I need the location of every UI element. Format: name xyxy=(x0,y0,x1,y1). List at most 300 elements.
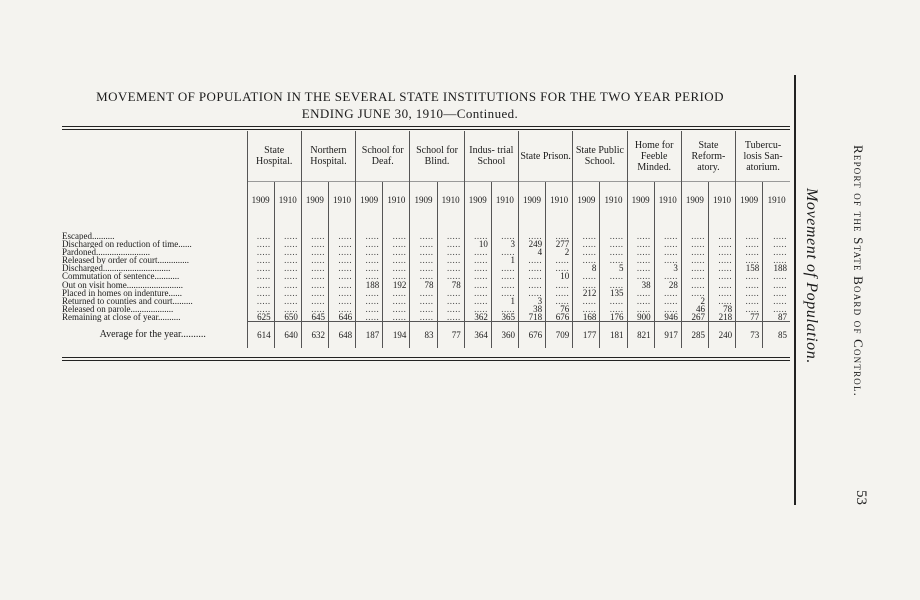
table-cell xyxy=(464,264,491,272)
table-cell: 365 xyxy=(491,313,518,322)
margin-rule xyxy=(794,75,796,505)
table-cell xyxy=(274,297,301,305)
year-header: 1909 xyxy=(573,182,600,219)
table-cell xyxy=(654,289,681,297)
table-cell xyxy=(328,272,355,280)
table-cell xyxy=(491,305,518,313)
table-cell xyxy=(546,297,573,305)
table-cell xyxy=(518,264,545,272)
table-cell xyxy=(356,297,383,305)
table-cell xyxy=(708,272,735,280)
table-cell xyxy=(328,289,355,297)
table-cell xyxy=(573,240,600,248)
year-header: 1909 xyxy=(301,182,328,219)
table-cell xyxy=(708,281,735,289)
table-cell xyxy=(654,248,681,256)
year-header: 1909 xyxy=(681,182,708,219)
table-cell xyxy=(247,281,274,289)
table-cell xyxy=(247,305,274,313)
year-header-row xyxy=(62,182,790,219)
table-cell xyxy=(518,289,545,297)
title-line-1: MOVEMENT OF POPULATION IN THE SEVERAL STATE INSTITUTIONS FOR THE TWO YEAR PERIOD xyxy=(96,89,724,104)
table-cell xyxy=(708,248,735,256)
table-cell xyxy=(383,289,410,297)
table-cell xyxy=(763,272,790,280)
table-row xyxy=(62,248,790,256)
table-row xyxy=(62,256,790,264)
table-cell xyxy=(410,272,437,280)
table-cell xyxy=(763,240,790,248)
institution-header: Tubercu- losis San- atorium. xyxy=(736,131,790,182)
year-header: 1910 xyxy=(654,182,681,219)
table-cell xyxy=(328,232,355,240)
table-cell xyxy=(301,281,328,289)
table-cell xyxy=(301,272,328,280)
row-label: Discharged.............................. xyxy=(62,264,171,273)
table-cell: 645 xyxy=(301,313,328,322)
institution-header: State Public School. xyxy=(573,131,627,182)
table-cell xyxy=(736,272,763,280)
table-cell xyxy=(600,256,627,264)
average-cell: 77 xyxy=(437,322,464,349)
table-cell xyxy=(301,297,328,305)
average-cell: 85 xyxy=(763,322,790,349)
table-cell xyxy=(518,281,545,289)
table-cell: 46 xyxy=(681,305,708,313)
row-label: Commutation of sentence........... xyxy=(62,272,180,281)
row-label: Escaped.......... xyxy=(62,232,115,241)
table-cell: 78 xyxy=(437,281,464,289)
table-cell: 2 xyxy=(546,248,573,256)
table-row xyxy=(62,264,790,272)
table-row xyxy=(62,281,790,289)
population-table-wrap xyxy=(62,131,790,348)
table-cell xyxy=(681,240,708,248)
table-cell xyxy=(356,256,383,264)
average-cell: 194 xyxy=(383,322,410,349)
table-cell xyxy=(301,248,328,256)
row-label: Remaining at close of year.......... xyxy=(62,312,181,322)
table-cell xyxy=(328,305,355,313)
table-cell xyxy=(437,272,464,280)
table-row xyxy=(62,240,790,248)
table-cell xyxy=(573,232,600,240)
page-number: 53 xyxy=(853,490,869,505)
table-cell: 646 xyxy=(328,313,355,322)
table-cell xyxy=(356,305,383,313)
table-cell xyxy=(573,248,600,256)
table-row xyxy=(62,232,790,240)
year-header: 1910 xyxy=(708,182,735,219)
row-label: Pardoned........................ xyxy=(62,248,150,257)
table-cell xyxy=(437,240,464,248)
table-cell xyxy=(328,281,355,289)
table-cell xyxy=(654,272,681,280)
institution-header: State Prison. xyxy=(518,131,572,182)
table-cell xyxy=(383,313,410,322)
table-cell xyxy=(573,281,600,289)
average-cell: 83 xyxy=(410,322,437,349)
table-cell xyxy=(301,264,328,272)
table-cell xyxy=(356,240,383,248)
table-cell xyxy=(681,289,708,297)
table-cell xyxy=(464,232,491,240)
table-cell xyxy=(736,232,763,240)
table-cell: 277 xyxy=(546,240,573,248)
table-cell xyxy=(491,264,518,272)
table-cell xyxy=(627,305,654,313)
institution-header: Home for Feeble Minded. xyxy=(627,131,681,182)
table-cell: 249 xyxy=(518,240,545,248)
table-cell xyxy=(600,248,627,256)
average-cell: 240 xyxy=(708,322,735,349)
average-cell: 640 xyxy=(274,322,301,349)
spacer-row xyxy=(62,218,790,232)
table-cell xyxy=(600,297,627,305)
average-cell: 187 xyxy=(356,322,383,349)
table-cell xyxy=(247,240,274,248)
institution-header: State Reform- atory. xyxy=(681,131,735,182)
institution-header: School for Deaf. xyxy=(356,131,410,182)
table-cell xyxy=(464,281,491,289)
page-title xyxy=(30,88,790,122)
year-header: 1909 xyxy=(410,182,437,219)
year-header: 1910 xyxy=(328,182,355,219)
table-cell: 188 xyxy=(356,281,383,289)
table-cell xyxy=(763,248,790,256)
year-header-blank xyxy=(62,182,247,219)
table-cell: 718 xyxy=(518,313,545,322)
table-cell xyxy=(464,297,491,305)
table-cell xyxy=(301,289,328,297)
table-cell: 87 xyxy=(763,313,790,322)
table-cell: 362 xyxy=(464,313,491,322)
table-cell: 2 xyxy=(681,297,708,305)
table-cell xyxy=(410,264,437,272)
table-cell xyxy=(356,264,383,272)
row-label: Out on visit home......................... xyxy=(62,280,183,289)
running-head-report: Report of the State Board of Control. xyxy=(851,145,866,398)
table-cell xyxy=(736,289,763,297)
table-cell: 188 xyxy=(763,264,790,272)
table-cell xyxy=(328,264,355,272)
table-cell xyxy=(546,232,573,240)
average-cell: 181 xyxy=(600,322,627,349)
table-cell xyxy=(708,264,735,272)
table-cell: 168 xyxy=(573,313,600,322)
table-cell: 650 xyxy=(274,313,301,322)
table-cell xyxy=(356,248,383,256)
average-cell: 285 xyxy=(681,322,708,349)
table-cell xyxy=(627,297,654,305)
table-cell xyxy=(437,248,464,256)
table-cell xyxy=(383,248,410,256)
table-cell xyxy=(654,297,681,305)
table-cell xyxy=(437,305,464,313)
table-cell xyxy=(654,232,681,240)
average-label: Average for the year.......... xyxy=(99,329,206,341)
table-cell xyxy=(410,297,437,305)
table-cell xyxy=(546,256,573,264)
table-cell xyxy=(491,272,518,280)
table-cell: 10 xyxy=(546,272,573,280)
running-head-movement: Movement of Population. xyxy=(803,188,820,364)
table-cell xyxy=(600,281,627,289)
bottom-rule xyxy=(62,357,790,358)
table-cell: 267 xyxy=(681,313,708,322)
year-header: 1910 xyxy=(383,182,410,219)
table-cell: 78 xyxy=(410,281,437,289)
table-cell xyxy=(274,240,301,248)
table-cell xyxy=(410,289,437,297)
table-cell: 76 xyxy=(546,305,573,313)
table-cell xyxy=(383,272,410,280)
table-body xyxy=(62,218,790,348)
institution-header-row xyxy=(62,131,790,182)
table-cell xyxy=(410,232,437,240)
table-cell xyxy=(708,297,735,305)
table-cell xyxy=(627,272,654,280)
table-cell xyxy=(627,240,654,248)
table-cell xyxy=(573,272,600,280)
year-header: 1909 xyxy=(518,182,545,219)
table-cell: 900 xyxy=(627,313,654,322)
table-cell: 1 xyxy=(491,297,518,305)
average-cell: 73 xyxy=(736,322,763,349)
table-cell xyxy=(464,272,491,280)
table-cell xyxy=(464,305,491,313)
table-cell xyxy=(681,272,708,280)
table-cell xyxy=(654,305,681,313)
table-cell: 192 xyxy=(383,281,410,289)
table-cell: 38 xyxy=(627,281,654,289)
table-cell xyxy=(464,289,491,297)
table-cell: 1 xyxy=(491,256,518,264)
table-cell xyxy=(763,289,790,297)
table-cell xyxy=(654,240,681,248)
table-cell xyxy=(491,232,518,240)
table-cell xyxy=(247,264,274,272)
average-cell: 632 xyxy=(301,322,328,349)
average-cell: 614 xyxy=(247,322,274,349)
table-cell xyxy=(247,256,274,264)
table-cell xyxy=(328,240,355,248)
table-cell xyxy=(518,256,545,264)
table-cell xyxy=(681,232,708,240)
table-cell xyxy=(518,232,545,240)
table-cell xyxy=(301,256,328,264)
table-cell xyxy=(464,256,491,264)
institution-header: State Hospital. xyxy=(247,131,301,182)
table-cell xyxy=(736,281,763,289)
table-cell xyxy=(681,264,708,272)
table-cell xyxy=(356,232,383,240)
table-cell: 28 xyxy=(654,281,681,289)
average-cell: 709 xyxy=(546,322,573,349)
table-cell xyxy=(328,248,355,256)
table-cell xyxy=(410,305,437,313)
table-cell: 218 xyxy=(708,313,735,322)
table-cell: 158 xyxy=(736,264,763,272)
average-cell: 821 xyxy=(627,322,654,349)
table-cell xyxy=(736,297,763,305)
table-cell xyxy=(274,289,301,297)
average-cell: 917 xyxy=(654,322,681,349)
table-cell xyxy=(247,289,274,297)
table-cell xyxy=(736,256,763,264)
table-cell xyxy=(736,240,763,248)
header-blank xyxy=(62,131,247,182)
table-cell xyxy=(328,297,355,305)
table-cell xyxy=(356,289,383,297)
table-cell: 212 xyxy=(573,289,600,297)
table-cell: 176 xyxy=(600,313,627,322)
table-cell xyxy=(736,305,763,313)
table-cell xyxy=(247,297,274,305)
table-cell xyxy=(627,256,654,264)
table-cell xyxy=(681,248,708,256)
table-cell: 3 xyxy=(518,297,545,305)
table-cell xyxy=(763,232,790,240)
table-cell xyxy=(383,232,410,240)
table-cell xyxy=(410,248,437,256)
bottom-rule-inner xyxy=(62,360,790,361)
table-cell xyxy=(464,248,491,256)
title-line-2: ENDING JUNE 30, 1910—Continued. xyxy=(301,106,519,121)
table-cell xyxy=(274,264,301,272)
year-header: 1910 xyxy=(600,182,627,219)
table-cell: 4 xyxy=(518,248,545,256)
table-cell xyxy=(627,289,654,297)
top-rule xyxy=(62,126,790,127)
row-label: Released by order of court.............. xyxy=(62,256,189,265)
table-row xyxy=(62,297,790,305)
table-cell: 10 xyxy=(464,240,491,248)
average-cell: 177 xyxy=(573,322,600,349)
table-cell xyxy=(301,305,328,313)
table-cell xyxy=(600,232,627,240)
table-row xyxy=(62,313,790,322)
table-cell xyxy=(301,232,328,240)
table-cell xyxy=(491,281,518,289)
institution-header: Northern Hospital. xyxy=(301,131,355,182)
table-cell xyxy=(383,297,410,305)
average-cell: 676 xyxy=(518,322,545,349)
table-cell xyxy=(708,240,735,248)
table-cell xyxy=(437,289,464,297)
table-cell xyxy=(627,264,654,272)
population-table xyxy=(62,131,790,348)
table-cell: 676 xyxy=(546,313,573,322)
table-cell xyxy=(437,297,464,305)
table-cell xyxy=(546,264,573,272)
row-label: Discharged on reduction of time...... xyxy=(62,240,192,249)
table-cell: 78 xyxy=(708,305,735,313)
table-cell xyxy=(763,305,790,313)
table-cell xyxy=(546,289,573,297)
table-cell xyxy=(356,272,383,280)
table-cell xyxy=(600,240,627,248)
table-cell xyxy=(708,232,735,240)
table-cell xyxy=(437,232,464,240)
table-cell: 3 xyxy=(654,264,681,272)
table-cell xyxy=(573,297,600,305)
table-cell: 625 xyxy=(247,313,274,322)
year-header: 1910 xyxy=(546,182,573,219)
row-label: Released on parole................... xyxy=(62,304,174,313)
table-cell xyxy=(491,289,518,297)
table-cell xyxy=(627,248,654,256)
table-cell xyxy=(383,256,410,264)
table-cell xyxy=(681,281,708,289)
table-cell xyxy=(410,240,437,248)
table-cell xyxy=(491,248,518,256)
year-header: 1910 xyxy=(763,182,790,219)
table-cell xyxy=(437,256,464,264)
table-cell xyxy=(274,281,301,289)
average-cell: 360 xyxy=(491,322,518,349)
year-header: 1910 xyxy=(274,182,301,219)
table-cell xyxy=(681,256,708,264)
table-cell xyxy=(518,272,545,280)
table-row xyxy=(62,305,790,313)
year-header: 1909 xyxy=(464,182,491,219)
table-cell xyxy=(383,264,410,272)
table-cell xyxy=(763,281,790,289)
institution-header: Indus- trial School xyxy=(464,131,518,182)
table-cell xyxy=(437,264,464,272)
table-cell xyxy=(328,256,355,264)
table-cell xyxy=(356,313,383,322)
table-cell: 946 xyxy=(654,313,681,322)
year-header: 1909 xyxy=(736,182,763,219)
table-cell xyxy=(763,297,790,305)
table-cell: 77 xyxy=(736,313,763,322)
table-cell xyxy=(410,256,437,264)
table-cell: 5 xyxy=(600,264,627,272)
table-cell xyxy=(573,305,600,313)
year-header: 1909 xyxy=(627,182,654,219)
table-cell xyxy=(301,240,328,248)
table-row xyxy=(62,289,790,297)
table-row xyxy=(62,272,790,280)
table-cell xyxy=(627,232,654,240)
table-cell xyxy=(383,305,410,313)
table-cell xyxy=(736,248,763,256)
table-cell xyxy=(600,272,627,280)
average-row xyxy=(62,322,790,349)
table-cell: 8 xyxy=(573,264,600,272)
table-cell xyxy=(247,272,274,280)
table-cell xyxy=(600,305,627,313)
year-header: 1910 xyxy=(491,182,518,219)
table-cell xyxy=(708,256,735,264)
year-header: 1909 xyxy=(247,182,274,219)
table-cell xyxy=(437,313,464,322)
table-cell xyxy=(247,232,274,240)
table-cell xyxy=(274,256,301,264)
table-cell xyxy=(410,313,437,322)
table-cell xyxy=(708,289,735,297)
table-cell xyxy=(274,232,301,240)
table-cell: 3 xyxy=(491,240,518,248)
table-cell xyxy=(274,248,301,256)
row-label: Placed in homes on indenture...... xyxy=(62,288,182,297)
table-cell xyxy=(763,256,790,264)
table-cell xyxy=(274,305,301,313)
average-cell: 648 xyxy=(328,322,355,349)
top-rule-inner xyxy=(62,129,790,130)
